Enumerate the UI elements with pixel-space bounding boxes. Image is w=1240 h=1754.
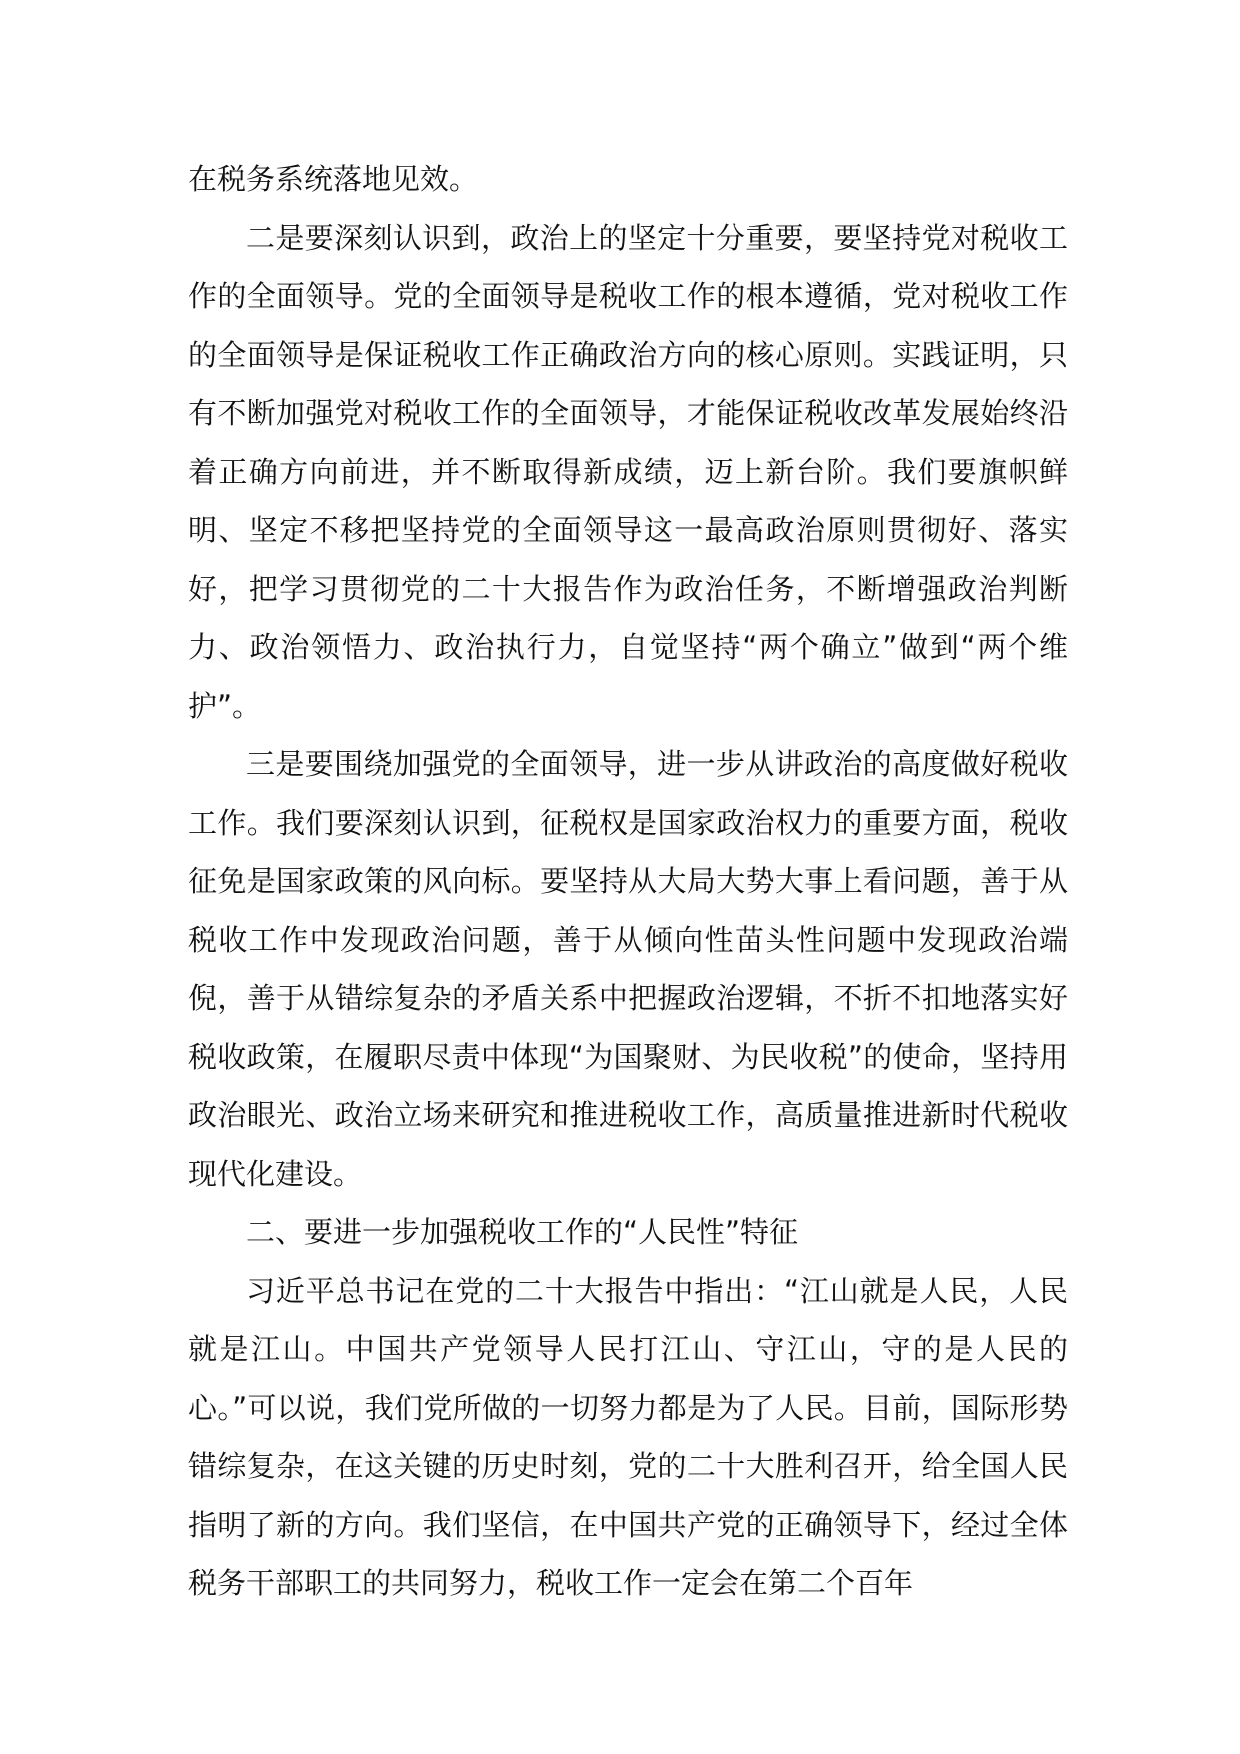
paragraph-people-quote: 习近平总书记在党的二十大报告中指出：“江山就是人民，人民就是江山。中国共产党领导人民打江山、守江山，守的是人民的心。”可以说，我们党所做的一切努力都是为了人民。目前，国际形势错综复杂，在这关键的历史时刻，党的二十大胜利召开，给全国人民指明了新的方向。我们坚信，在中国共产党的正确领导下，经过全体税务干部职工的共同努力，税收工作一定会在第二个百年 — [188, 1273, 1068, 1600]
paragraph-continuation: 在税务系统落地见效。 — [188, 162, 479, 196]
section-heading: 二、要进一步加强税收工作的“人民性”特征 — [246, 1215, 799, 1249]
document-body — [188, 150, 1068, 1613]
paragraph-point-two: 二是要深刻认识到，政治上的坚定十分重要，要坚持党对税收工作的全面领导。党的全面领导是税收工作的根本遵循，党对税收工作的全面领导是保证税收工作正确政治方向的核心原则。实践证明，只有不断加强党对税收工作的全面领导，才能保证税收改革发展始终沿着正确方向前进，并不断取得新成绩，迈上新台阶。我们要旗帜鲜明、坚定不移把坚持党的全面领导这一最高政治原则贯彻好、落实好，把学习贯彻党的二十大报告作为政治任务，不断增强政治判断力、政治领悟力、政治执行力，自觉坚持“两个确立”做到“两个维护”。 — [188, 220, 1068, 723]
paragraph-point-three: 三是要围绕加强党的全面领导，进一步从讲政治的高度做好税收工作。我们要深刻认识到，征税权是国家政治权力的重要方面，税收征免是国家政策的风向标。要坚持从大局大势大事上看问题，善于从税收工作中发现政治问题，善于从倾向性苗头性问题中发现政治端倪，善于从错综复杂的矛盾关系中把握政治逻辑，不折不扣地落实好税收政策，在履职尽责中体现“为国聚财、为民收税”的使命，坚持用政治眼光、政治立场来研究和推进税收工作，高质量推进新时代税收现代化建设。 — [188, 747, 1068, 1191]
